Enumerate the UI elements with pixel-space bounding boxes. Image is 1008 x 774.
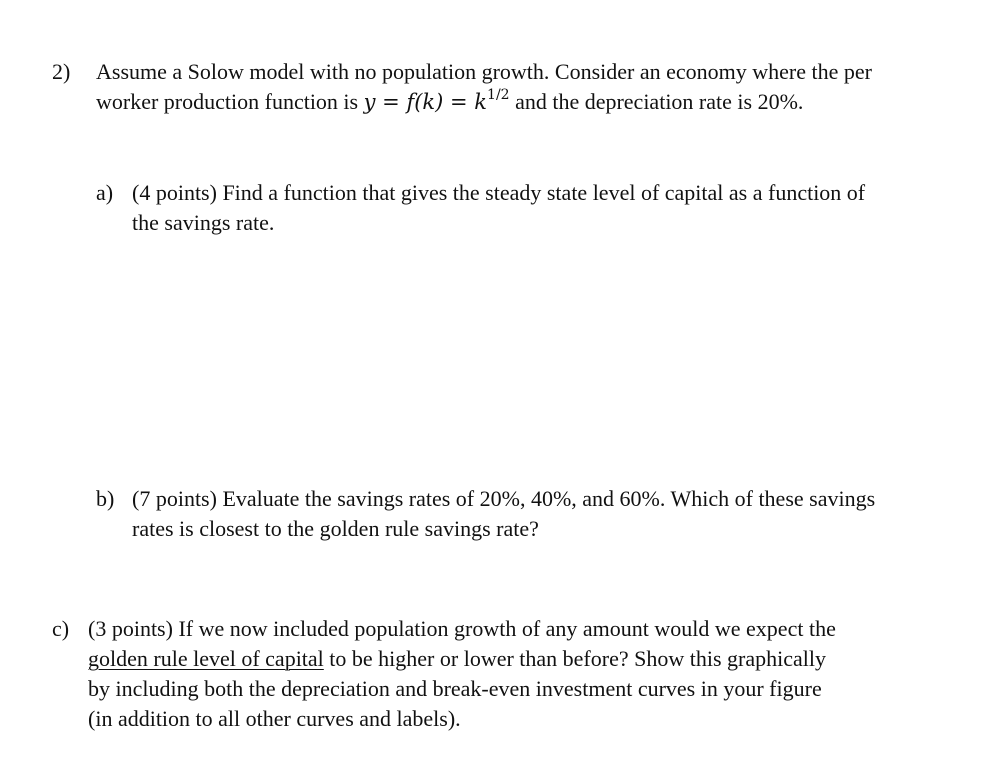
part-c-label: c) [52,616,70,641]
part-b-line-1: (7 points) Evaluate the savings rates of 20%, 40%, and 60%. Which of these savings [132,486,876,511]
part-c-line-2 [88,644,836,674]
part-c-text [88,614,836,734]
part-c-line-1: (3 points) If we now included population growth of any amount would we expect the [88,616,836,641]
math-k: k [474,90,488,114]
part-b-line-2: rates is closest to the golden rule savings rate? [132,516,539,541]
part-a-text [132,178,865,238]
question-number: 2) [52,59,71,84]
question-line-1: Assume a Solow model with no population growth. Consider an economy where the per [96,59,872,84]
part-a-line-1: (4 points) Find a function that gives the steady state level of capital as a function of [132,180,866,205]
golden-rule-underlined: golden rule level of capital [88,646,324,671]
question-text [96,57,872,117]
part-b-label: b) [96,486,115,511]
question-line-2 [96,87,872,117]
part-c-line-3: by including both the depreciation and break-even investment curves in your figure [88,676,822,701]
part-b-text [132,484,875,544]
math-equals-1: = [375,90,407,114]
math-y: y [363,90,376,114]
math-f: f [406,90,415,114]
part-c-line-4: (in addition to all other curves and labels). [88,706,461,731]
math-k-paren: (k) [414,90,444,114]
part-a-label: a) [96,180,114,205]
part-c-line-2-rest: to be higher or lower than before? Show this graphically [323,646,826,671]
math-equals-2: = [443,90,475,114]
question-line-2-suffix: and the depreciation rate is 20%. [509,89,804,114]
question-line-2-prefix: worker production function is [96,89,364,114]
math-exponent: 1/2 [487,86,510,103]
part-a-line-2: the savings rate. [132,210,275,235]
